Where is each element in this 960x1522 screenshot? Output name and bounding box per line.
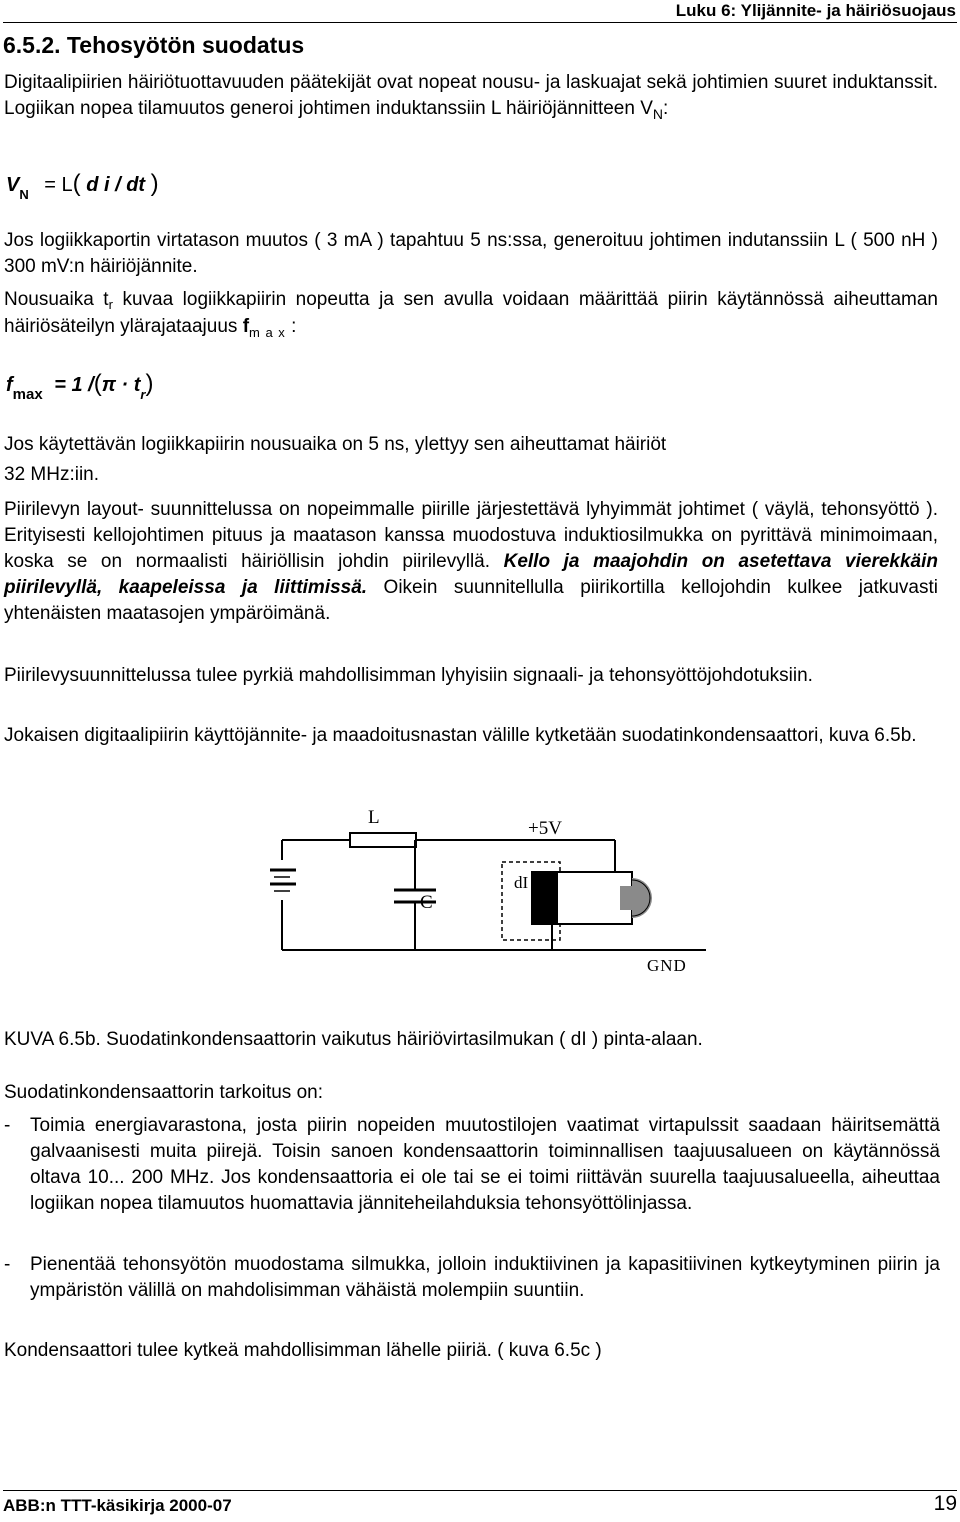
label-inductor: L xyxy=(368,807,380,828)
footer-source: ABB:n TTT-käsikirja 2000-07 xyxy=(3,1496,232,1515)
header-rule xyxy=(3,22,957,23)
paragraph-example: Jos logiikkaportin virtatason muutos ( 3 mA ) tapahtuu 5 ns:ssa, generoituu johtimen indutanssiin L ( 500 nH ) 300 mV:n häiriöjännite. xyxy=(4,230,938,277)
paragraph-capacitor: Jokaisen digitaalipiirin käyttöjännite- ja maadoitusnastan välille kytketään suodatinkondensaattori, kuva 6.5b. xyxy=(4,725,917,746)
section-title: 6.5.2. Tehosyötön suodatus xyxy=(3,32,305,58)
figure-caption: KUVA 6.5b. Suodatinkondensaattorin vaikutus häiriövirtasilmukan ( dI ) pinta-alaan. xyxy=(4,1029,703,1050)
paragraph-placement: Kondensaattori tulee kytkeä mahdollisimman lähelle piiriä. ( kuva 6.5c ) xyxy=(4,1340,602,1361)
chapter-header: Luku 6: Ylijännite- ja häiriösuojaus xyxy=(675,1,956,20)
label-capacitor: C xyxy=(420,892,433,913)
emphasis-clock-ground: Kello ja maajohdin on asetettava vierekkäin piirilevyllä, kaapeleissa ja liittimissä. xyxy=(4,551,938,598)
paragraph-risetime-result: 32 MHz:iin. xyxy=(4,464,100,485)
paragraph-risetime-example: Jos käytettävän logiikkapiirin nousuaika on 5 ns, ylettyy sen aiheuttamat häiriöt xyxy=(4,434,667,455)
label-di: dI xyxy=(514,873,529,892)
paragraph-layout: Piirilevyn layout- suunnittelussa on nopeimmalle piirille järjestettävä lyhyimmät johtimet ( väylä, tehonsyöttö ). Erityisesti kellojohtimen pituus ja maatason kanssa muodostuva induktiosilmukka on pyrittävä minimoimaan, koska se on normaalisti häiriöllisin johdin piirilevyllä. Kello ja maajohdin on asetettava vierekkäin piirilevyllä, kaapeleissa ja liittimissä. Oikein suunnitellulla piirikortilla kellojohdin kulkee jatkuvasti yhtenäisten maatasojen ympäröimänä. xyxy=(4,499,938,624)
footer-rule xyxy=(3,1490,957,1491)
label-gnd: GND xyxy=(647,956,687,975)
purpose-heading: Suodatinkondensaattorin tarkoitus on: xyxy=(4,1082,323,1103)
inductor-symbol xyxy=(350,833,416,847)
paragraph-intro: Digitaalipiirien häiriötuottavuuden päätekijät ovat nopeat nousu- ja laskuajat sekä johtimien suuret induktanssit. Logiikan nopea tilamuutos generoi johtimen induktanssiin L häiriöjännitteen $V_N$: xyxy=(4,72,938,122)
label-supply: +5V xyxy=(528,818,562,839)
equation-vn: $V_N = L$( d i / dt ) xyxy=(6,170,159,202)
equation-fmax: $f_{max} = 1$ $/(\pi \cdot t_r)$ xyxy=(6,370,154,403)
bullet-item: - Pienentää tehonsyötön muodostama silmukka, jolloin induktiivinen ja kapasitiivinen kytkeytyminen piirin ja ympäristön välillä on mahdolisimman vähäistä molempiin suuntiin. xyxy=(4,1254,940,1301)
ic-chip-symbol xyxy=(532,872,652,924)
figure-filter-circuit xyxy=(270,800,710,980)
paragraph-routing: Piirilevysuunnittelussa tulee pyrkiä mahdollisimman lyhyisiin signaali- ja tehonsyöttöjohdotuksiin. xyxy=(4,665,813,686)
battery-symbol xyxy=(270,860,296,900)
page-number: 19 xyxy=(933,1492,957,1515)
paragraph-risetime: Nousuaika $t_r$ kuvaa logiikkapiirin nopeutta ja sen avulla voidaan määrittää piirin käytännössä aiheuttaman häiriösäteilyn ylärajataajuus $f_{m a x}$ : xyxy=(4,289,938,340)
bullet-item: - Toimia energiavarastona, josta piirin nopeiden muutostilojen vaatimat virtapulssit saadaan häiritsemättä galvaanisesti muita piirejä. Toisin sanoen kondensaattorin toiminnallisen taajuusalueen on käytännössä oltava 10... 200 MHz. Jos kondensaattoria ei ole tai se ei toimi riittävän suurella taajuusalueella, aiheuttaa logiikan nopea tilamuutos huomattavia jänniteheilahduksia tehonsyöttölinjassa. xyxy=(4,1115,940,1214)
